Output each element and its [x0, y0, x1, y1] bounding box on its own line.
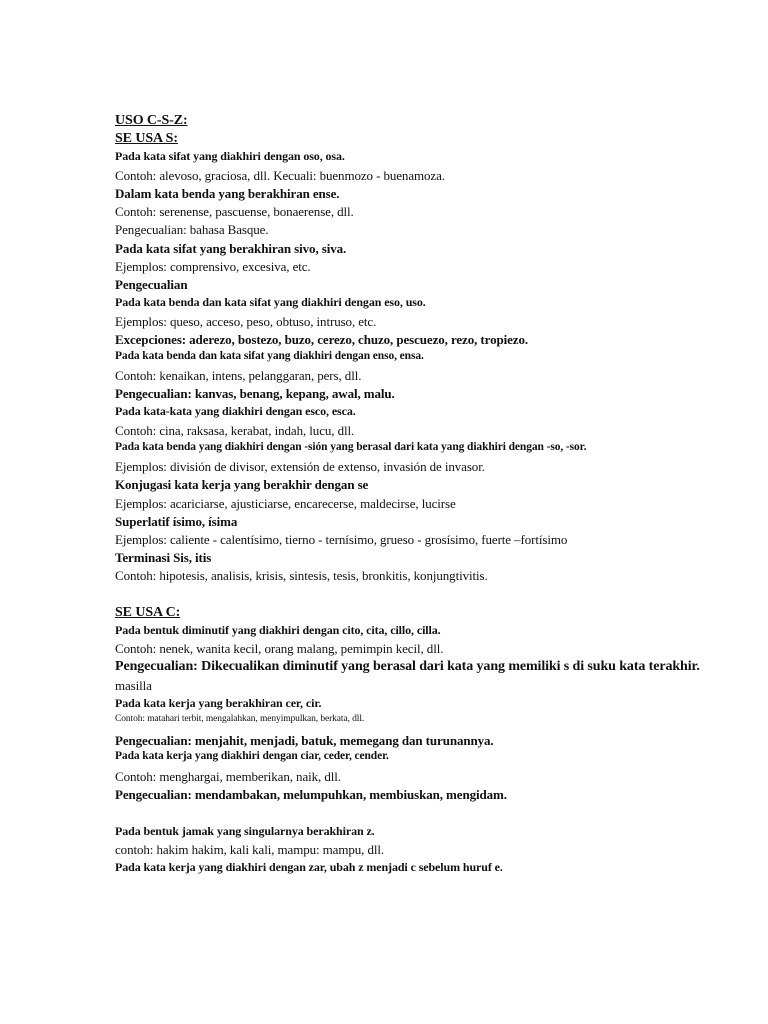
- rule-line: Pada kata kerja yang berakhiran cer, cir.: [115, 696, 322, 710]
- exception-line: Pengecualian: mendambakan, melumpuhkan, membiuskan, mengidam.: [115, 787, 507, 802]
- rule-line: Pada kata kerja yang diakhiri dengan zar, ubah z menjadi c sebelum huruf e.: [115, 860, 503, 874]
- example-line: Contoh: alevoso, graciosa, dll. Kecuali: buenmozo - buenamoza.: [115, 168, 445, 183]
- example-line: Contoh: kenaikan, intens, pelanggaran, pers, dll.: [115, 368, 362, 383]
- example-line: Ejemplos: división de divisor, extensión de extenso, invasión de invasor.: [115, 459, 485, 474]
- example-line: Contoh: serenense, pascuense, bonaerense, dll.: [115, 204, 354, 219]
- example-line: Contoh: menghargai, memberikan, naik, dll.: [115, 769, 341, 784]
- example-line: Ejemplos: caliente - calentísimo, tierno - ternísimo, grueso - grosísimo, fuerte –fortísimo: [115, 532, 568, 547]
- rule-line: Pada kata benda dan kata sifat yang diakhiri dengan eso, uso.: [115, 295, 426, 309]
- rule-line: Konjugasi kata kerja yang berakhir dengan se: [115, 477, 369, 492]
- example-line: Contoh: cina, raksasa, kerabat, indah, lucu, dll.: [115, 423, 355, 438]
- section-heading-se-usa-s: SE USA S:: [115, 131, 178, 146]
- example-line: Ejemplos: acariciarse, ajusticiarse, encarecerse, maldecirse, lucirse: [115, 496, 456, 511]
- rule-line: Pada kata sifat yang diakhiri dengan oso, osa.: [115, 149, 345, 163]
- doc-title: USO C-S-Z:: [115, 113, 188, 128]
- exception-line: Pengecualian: kanvas, benang, kepang, awal, malu.: [115, 386, 395, 401]
- rule-line: Superlatif ísimo, ísima: [115, 514, 238, 529]
- example-line: Ejemplos: queso, acceso, peso, obtuso, intruso, etc.: [115, 314, 377, 329]
- exception-heading: Pengecualian: [115, 277, 188, 292]
- example-line: contoh: hakim hakim, kali kali, mampu: mampu, dll.: [115, 842, 385, 857]
- example-line: Contoh: matahari terbit, mengalahkan, menyimpulkan, berkata, dll.: [115, 714, 365, 724]
- rule-line: Terminasi Sis, itis: [115, 550, 212, 565]
- rule-line: Pada kata benda dan kata sifat yang diakhiri dengan enso, ensa.: [115, 350, 424, 362]
- section-heading-se-usa-c: SE USA C:: [115, 605, 181, 620]
- rule-line: Pada kata kerja yang diakhiri dengan ciar, ceder, cender.: [115, 750, 389, 762]
- example-line: masilla: [115, 678, 152, 693]
- exception-line: Excepciones: aderezo, bostezo, buzo, cerezo, chuzo, pescuezo, rezo, tropiezo.: [115, 332, 529, 347]
- rule-line: Pada kata-kata yang diakhiri dengan esco, esca.: [115, 404, 356, 418]
- exception-line: Pengecualian: bahasa Basque.: [115, 222, 269, 237]
- example-line: Contoh: nenek, wanita kecil, orang malang, pemimpin kecil, dll.: [115, 641, 444, 656]
- exception-line: Pengecualian: Dikecualikan diminutif yang berasal dari kata yang memiliki s di suku kata terakhir.: [115, 659, 700, 674]
- rule-line: Pada bentuk diminutif yang diakhiri dengan cito, cita, cillo, cilla.: [115, 623, 441, 637]
- example-line: Ejemplos: comprensivo, excesiva, etc.: [115, 259, 311, 274]
- exception-line: Pengecualian: menjahit, menjadi, batuk, memegang dan turunannya.: [115, 733, 494, 748]
- rule-line: Pada bentuk jamak yang singularnya berakhiran z.: [115, 824, 375, 838]
- rule-line: Pada kata benda yang diakhiri dengan -sión yang berasal dari kata yang diakhiri dengan -so, -sor.: [115, 441, 587, 453]
- example-line: Contoh: hipotesis, analisis, krisis, sintesis, tesis, bronkitis, konjungtivitis.: [115, 568, 488, 583]
- rule-line: Pada kata sifat yang berakhiran sivo, siva.: [115, 241, 347, 256]
- rule-line: Dalam kata benda yang berakhiran ense.: [115, 186, 340, 201]
